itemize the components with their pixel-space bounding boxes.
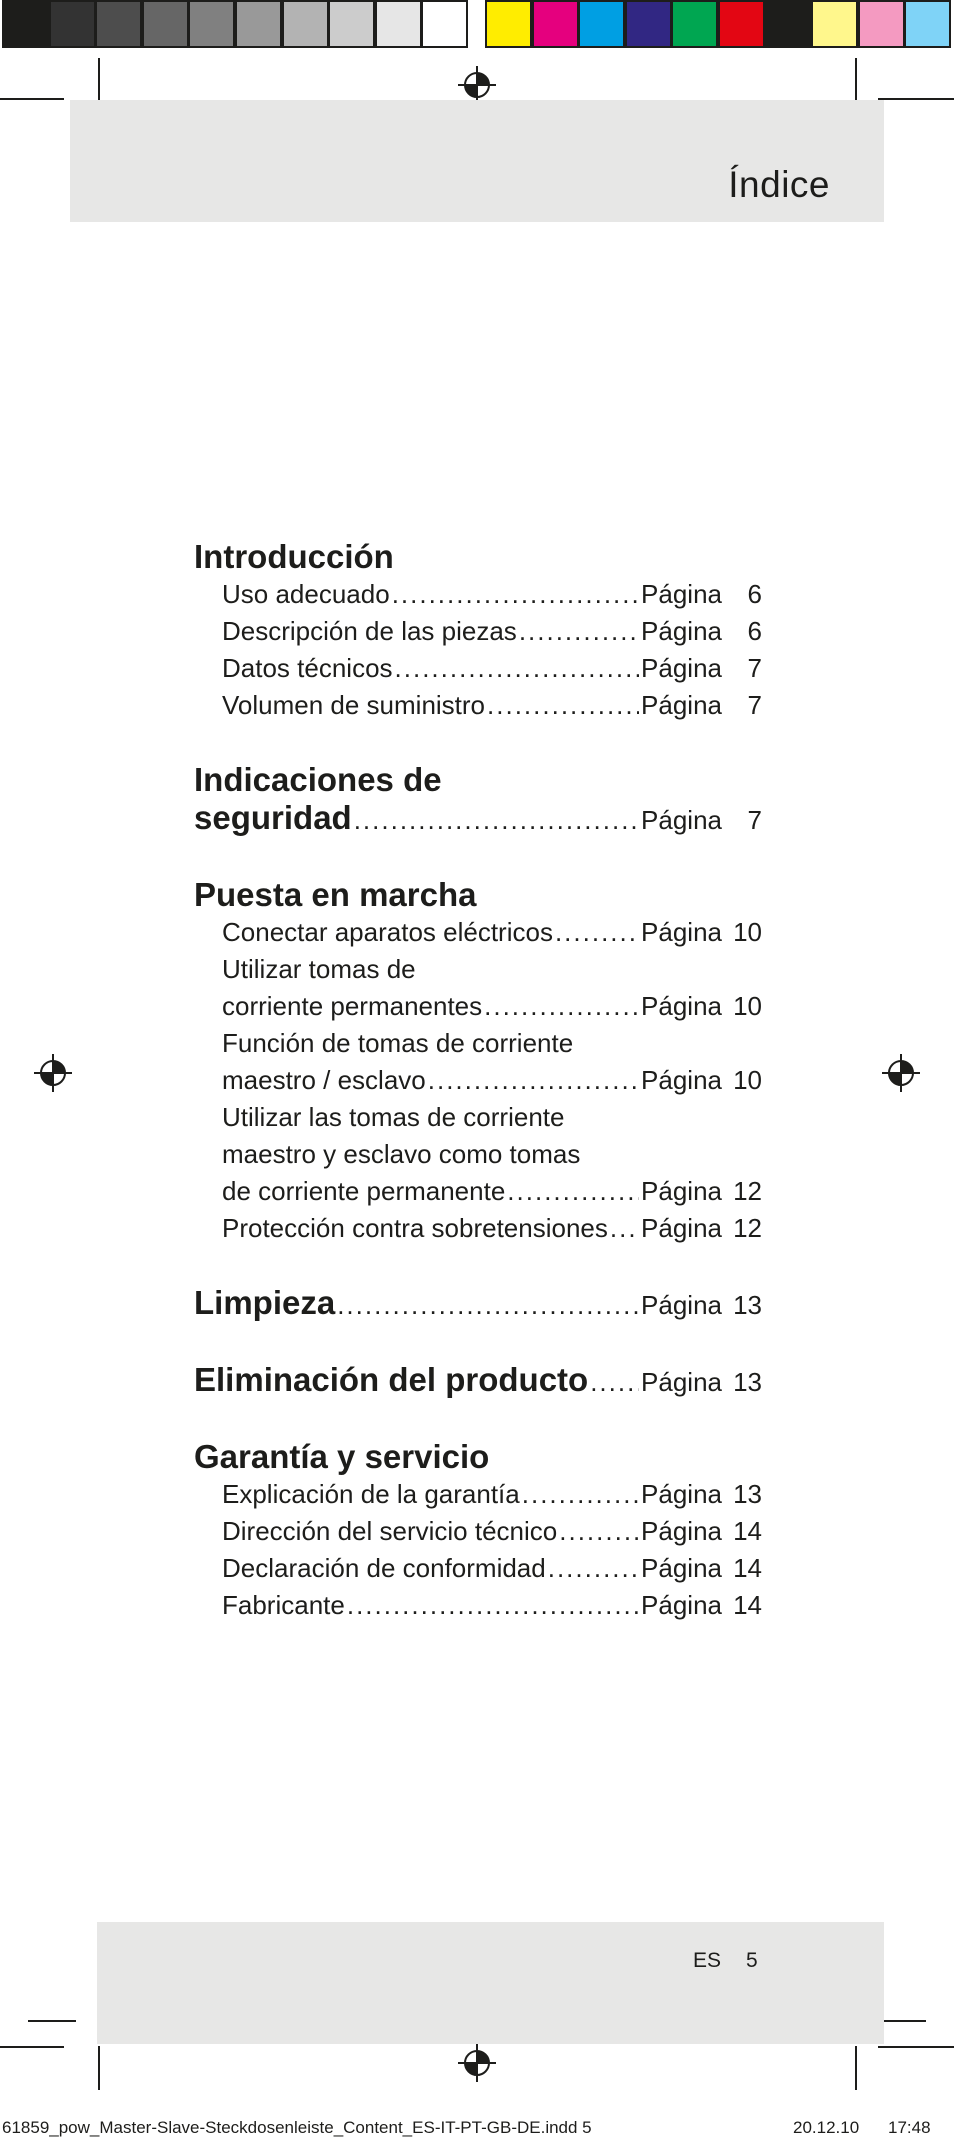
leader-dots: [354, 801, 639, 839]
color-swatch: [95, 0, 142, 48]
color-swatch: [625, 0, 672, 48]
entry-label: Descripción de las piezas: [222, 616, 517, 646]
color-swatch: [375, 0, 422, 48]
entry-label: Uso adecuado: [222, 579, 390, 609]
toc-section-indicaciones[interactable]: [194, 761, 762, 839]
slug-date: 20.12.10: [793, 2118, 860, 2137]
section-title: Puesta en marcha: [194, 876, 477, 913]
leader-dots: [590, 1363, 639, 1401]
table-of-contents: [194, 538, 762, 1661]
page-word: Página: [641, 579, 722, 609]
crop-mark: [855, 58, 857, 102]
color-swatch: [485, 0, 532, 48]
toc-entry[interactable]: [194, 687, 762, 724]
leader-dots: [484, 988, 639, 1025]
entry-label: Explicación de la garantía: [222, 1479, 520, 1509]
crop-mark: [98, 2046, 100, 2090]
page-word: Página: [641, 1590, 722, 1620]
color-swatch: [811, 0, 858, 48]
page-number: 13: [733, 1479, 762, 1509]
toc-entry[interactable]: [194, 914, 762, 951]
leader-dots: [507, 1173, 639, 1210]
page-word: Página: [641, 805, 722, 835]
page-word: Página: [641, 1516, 722, 1546]
crop-mark: [0, 98, 64, 100]
crop-mark: [855, 2046, 857, 2090]
toc-section-limpieza[interactable]: [194, 1284, 762, 1324]
toc-section-puesta-en-marcha: [194, 876, 762, 1247]
color-swatch: [2, 0, 49, 48]
entry-label-line: Utilizar tomas de: [222, 954, 416, 984]
section-title: Garantía y servicio: [194, 1438, 490, 1475]
entry-label: Datos técnicos: [222, 653, 393, 683]
crop-mark: [878, 2046, 954, 2048]
page-word: Página: [641, 653, 722, 683]
page-number: 14: [733, 1590, 762, 1620]
leader-dots: [522, 1476, 639, 1513]
page-word: Página: [641, 991, 722, 1021]
toc-entry[interactable]: [194, 1587, 762, 1624]
page-number: 10: [733, 991, 762, 1021]
page-number-footer: 5: [746, 1949, 758, 1972]
entry-label-line: maestro y esclavo como tomas: [222, 1139, 581, 1169]
page-number: 10: [733, 1065, 762, 1095]
color-swatch: [282, 0, 329, 48]
section-title: Limpieza: [194, 1284, 336, 1321]
toc-entry[interactable]: [194, 1550, 762, 1587]
page-number: 6: [747, 616, 762, 646]
toc-section-eliminacion[interactable]: [194, 1361, 762, 1401]
toc-section-introduccion: [194, 538, 762, 724]
leader-dots: [392, 576, 639, 613]
leader-dots: [428, 1062, 639, 1099]
entry-label: Conectar aparatos eléctricos: [222, 917, 553, 947]
page-number: 6: [747, 579, 762, 609]
toc-entry[interactable]: [194, 1062, 762, 1099]
entry-label: Protección contra sobretensiones: [222, 1213, 608, 1243]
entry-label: Dirección del servicio técnico: [222, 1516, 558, 1546]
leader-dots: [487, 687, 639, 724]
page-number: 13: [733, 1290, 762, 1320]
page-number: 12: [733, 1176, 762, 1206]
page-number: 14: [733, 1553, 762, 1583]
section-title: Eliminación del producto: [194, 1361, 589, 1398]
color-swatch: [858, 0, 905, 48]
toc-entry[interactable]: [194, 613, 762, 650]
color-swatch: [235, 0, 282, 48]
page-word: Página: [641, 1367, 722, 1397]
page-number: 7: [747, 653, 762, 683]
leader-dots: [519, 613, 639, 650]
entry-label: corriente permanentes: [222, 991, 483, 1021]
page-number: 13: [733, 1367, 762, 1397]
entry-label: Declaración de conformidad: [222, 1553, 546, 1583]
color-swatch: [904, 0, 951, 48]
page-word: Página: [641, 1213, 722, 1243]
entry-label: Fabricante: [222, 1590, 345, 1620]
page-title: Índice: [728, 164, 830, 205]
page-word: Página: [641, 1479, 722, 1509]
slug-filename: 61859_pow_Master-Slave-Steckdosenleiste_Content_ES-IT-PT-GB-DE.indd 5: [2, 2118, 592, 2137]
section-title: Indicaciones de: [194, 761, 442, 798]
toc-entry[interactable]: [194, 1210, 762, 1247]
leader-dots: [559, 1513, 639, 1550]
leader-dots: [610, 1210, 639, 1247]
color-swatch: [718, 0, 765, 48]
page-number: 10: [733, 917, 762, 947]
color-swatch: [142, 0, 189, 48]
color-swatch: [578, 0, 625, 48]
toc-section-garantia: [194, 1438, 762, 1624]
slug-time: 17:48: [888, 2118, 931, 2137]
registration-mark-icon: [457, 65, 497, 105]
page-number: 7: [747, 690, 762, 720]
color-swatch: [49, 0, 96, 48]
language-code: ES: [693, 1949, 722, 1972]
section-title: Introducción: [194, 538, 394, 575]
toc-entry[interactable]: [194, 576, 762, 613]
color-swatch: [421, 0, 468, 48]
page-number: 14: [733, 1516, 762, 1546]
entry-label: Volumen de suministro: [222, 690, 486, 720]
leader-dots: [548, 1550, 639, 1587]
leader-dots: [337, 1286, 639, 1324]
entry-label: de corriente permanente: [222, 1176, 506, 1206]
crop-mark: [878, 2020, 926, 2022]
leader-dots: [347, 1587, 639, 1624]
color-swatch: [188, 0, 235, 48]
color-swatch: [532, 0, 579, 48]
entry-label-line: Utilizar las tomas de corriente: [222, 1102, 565, 1132]
entry-label-line: Función de tomas de corriente: [222, 1028, 574, 1058]
crop-mark: [28, 2020, 76, 2022]
crop-mark: [878, 98, 954, 100]
page-word: Página: [641, 616, 722, 646]
toc-entry[interactable]: [194, 1476, 762, 1513]
page-number: 12: [733, 1213, 762, 1243]
page-word: Página: [641, 1065, 722, 1095]
page-word: Página: [641, 1176, 722, 1206]
color-swatch: [671, 0, 718, 48]
leader-dots: [555, 914, 639, 951]
color-calibration-bar: [0, 0, 954, 48]
color-swatch: [765, 0, 812, 48]
toc-entry[interactable]: [194, 988, 762, 1025]
registration-mark-icon: [881, 1053, 921, 1093]
registration-mark-icon: [33, 1053, 73, 1093]
toc-entry[interactable]: [194, 650, 762, 687]
toc-entry[interactable]: [194, 1173, 762, 1210]
page-word: Página: [641, 1290, 722, 1320]
crop-mark: [98, 58, 100, 102]
toc-entry[interactable]: [194, 1513, 762, 1550]
page-word: Página: [641, 917, 722, 947]
entry-label: maestro / esclavo: [222, 1065, 426, 1095]
page-word: Página: [641, 1553, 722, 1583]
registration-mark-icon: [457, 2043, 497, 2083]
page-number: 7: [747, 805, 762, 835]
page-word: Página: [641, 690, 722, 720]
section-title-continued: seguridad: [194, 799, 352, 836]
crop-mark: [0, 2046, 64, 2048]
color-swatch: [328, 0, 375, 48]
leader-dots: [395, 650, 640, 687]
footer-band: [97, 1922, 884, 2044]
